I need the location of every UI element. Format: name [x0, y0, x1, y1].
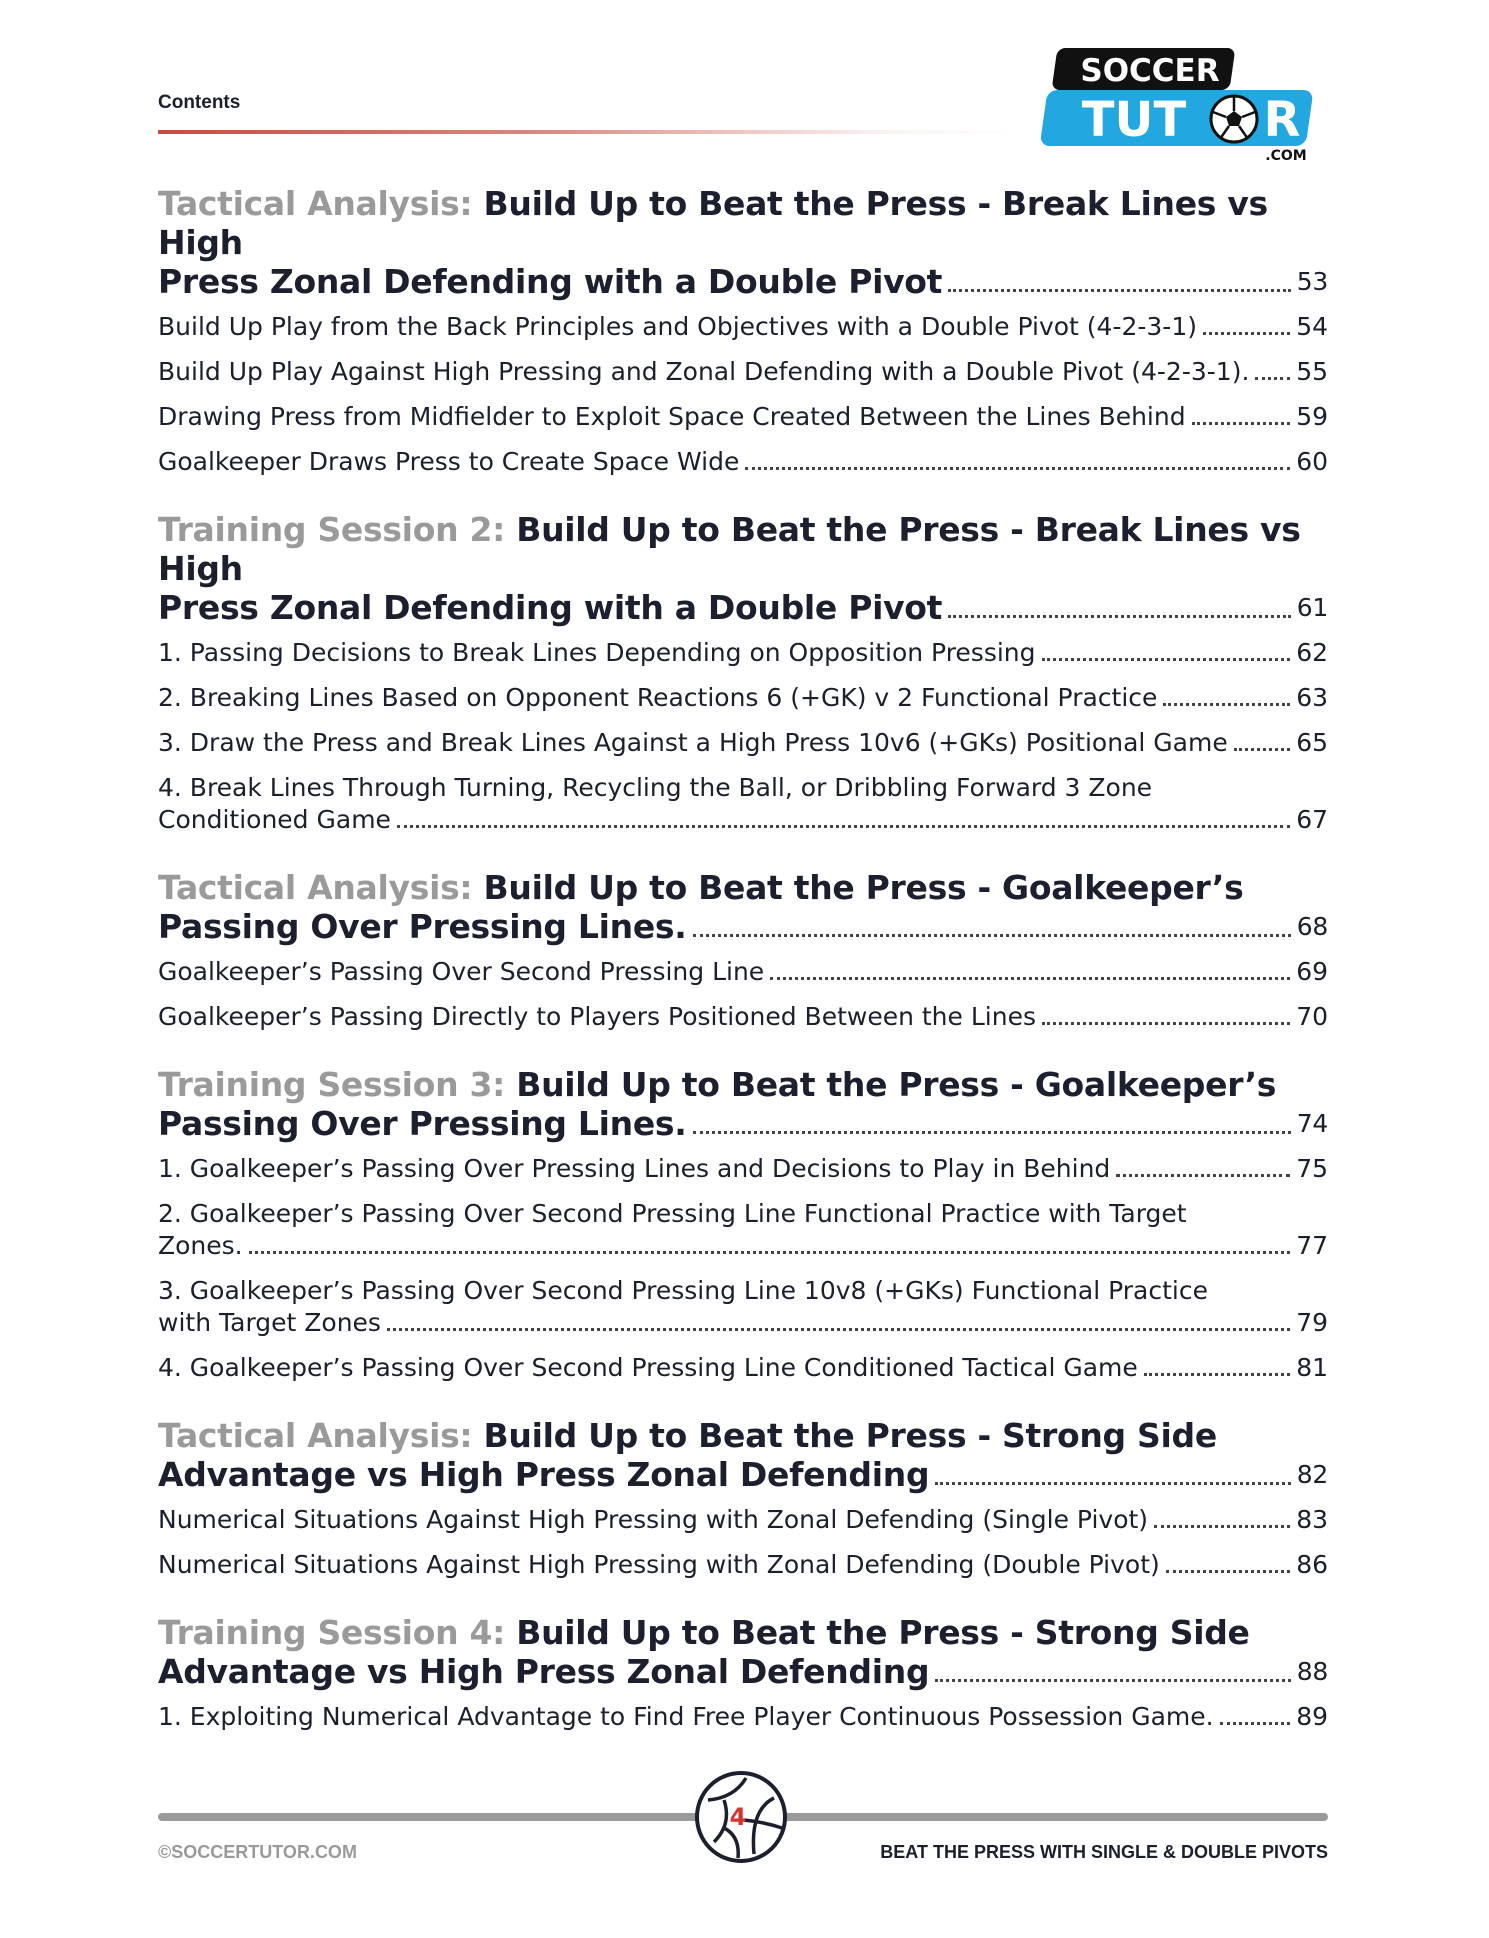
entry-page-number: 54 — [1296, 312, 1328, 341]
entry-title: 3. Draw the Press and Break Lines Against a High Press 10v6 (+GKs) Positional Game — [158, 728, 1228, 757]
section-heading[interactable] — [158, 184, 1328, 301]
entry-title: Goalkeeper’s Passing Directly to Players Positioned Between the Lines — [158, 1002, 1036, 1031]
table-of-contents — [158, 184, 1328, 1765]
section-title-line1: Build Up to Beat the Press - Strong Side — [516, 1613, 1250, 1652]
entry-title: Goalkeeper Draws Press to Create Space Wide — [158, 447, 740, 476]
toc-entry[interactable] — [158, 311, 1328, 343]
entry-title: Numerical Situations Against High Pressing with Zonal Defending (Single Pivot) — [158, 1505, 1149, 1534]
footer-book-title: BEAT THE PRESS WITH SINGLE & DOUBLE PIVOTS — [880, 1842, 1328, 1862]
entry-page-number: 79 — [1296, 1308, 1328, 1337]
entry-page-number: 69 — [1296, 957, 1328, 986]
logo-ball-icon — [1211, 96, 1257, 142]
section-title-line2: Passing Over Pressing Lines. — [158, 907, 687, 946]
toc-entry[interactable] — [158, 1198, 1328, 1262]
section-prefix: Tactical Analysis: — [158, 184, 473, 223]
soccer-tutor-logo — [1038, 44, 1338, 164]
toc-entry[interactable] — [158, 1701, 1328, 1733]
section-prefix: Tactical Analysis: — [158, 1416, 473, 1455]
section-heading[interactable] — [158, 1416, 1328, 1494]
section-page-number: 68 — [1296, 912, 1328, 941]
section-title-line2: Press Zonal Defending with a Double Pivot — [158, 262, 943, 301]
entry-page-number: 86 — [1296, 1550, 1328, 1579]
entry-title: Build Up Play from the Back Principles and Objectives with a Double Pivot (4-2-3-1) — [158, 312, 1197, 341]
toc-section — [158, 184, 1328, 478]
section-page-number: 61 — [1296, 593, 1328, 622]
section-prefix: Training Session 4: — [158, 1613, 506, 1652]
toc-entry[interactable] — [158, 956, 1328, 988]
entry-title-line1: 4. Break Lines Through Turning, Recycling the Ball, or Dribbling Forward 3 Zone — [158, 773, 1153, 802]
svg-text:TUT: TUT — [1081, 92, 1187, 148]
entry-page-number: 67 — [1296, 805, 1328, 834]
section-title-line2: Press Zonal Defending with a Double Pivot — [158, 588, 943, 627]
header-rule — [158, 130, 1018, 134]
toc-entry[interactable] — [158, 446, 1328, 478]
entry-page-number: 59 — [1296, 402, 1328, 431]
section-title-line2: Advantage vs High Press Zonal Defending — [158, 1652, 930, 1691]
page-number: 4 — [729, 1803, 747, 1831]
section-page-number: 82 — [1296, 1460, 1328, 1489]
section-heading[interactable] — [158, 1613, 1328, 1691]
toc-entry[interactable] — [158, 682, 1328, 714]
entry-title: with Target Zones — [158, 1308, 381, 1337]
section-page-number: 74 — [1296, 1109, 1328, 1138]
section-prefix: Training Session 2: — [158, 510, 506, 549]
section-title-line1: Build Up to Beat the Press - Goalkeeper’s — [483, 868, 1244, 907]
entry-title-line1: 3. Goalkeeper’s Passing Over Second Pressing Line 10v8 (+GKs) Functional Practice — [158, 1276, 1208, 1305]
entry-page-number: 75 — [1296, 1154, 1328, 1183]
toc-entry[interactable] — [158, 1153, 1328, 1185]
entry-page-number: 70 — [1296, 1002, 1328, 1031]
entry-page-number: 81 — [1296, 1353, 1328, 1382]
entry-title: Numerical Situations Against High Pressing with Zonal Defending (Double Pivot) — [158, 1550, 1160, 1579]
section-title-line1: Build Up to Beat the Press - Goalkeeper’s — [516, 1065, 1277, 1104]
section-title-line1: Build Up to Beat the Press - Strong Side — [483, 1416, 1217, 1455]
entry-page-number: 77 — [1296, 1231, 1328, 1260]
entry-title: 1. Goalkeeper’s Passing Over Pressing Lines and Decisions to Play in Behind — [158, 1154, 1111, 1183]
section-heading[interactable] — [158, 1065, 1328, 1143]
entry-page-number: 65 — [1296, 728, 1328, 757]
toc-entry[interactable] — [158, 401, 1328, 433]
entry-page-number: 55 — [1296, 357, 1328, 386]
entry-page-number: 62 — [1296, 638, 1328, 667]
entry-title: 1. Passing Decisions to Break Lines Depending on Opposition Pressing — [158, 638, 1036, 667]
entry-title: Zones. — [158, 1231, 243, 1260]
entry-title: 4. Goalkeeper’s Passing Over Second Pressing Line Conditioned Tactical Game — [158, 1353, 1138, 1382]
svg-text:.COM: .COM — [1265, 148, 1307, 164]
svg-text:SOCCER: SOCCER — [1080, 53, 1220, 89]
section-title-line2: Advantage vs High Press Zonal Defending — [158, 1455, 930, 1494]
section-page-number: 53 — [1296, 267, 1328, 296]
toc-entry[interactable] — [158, 1352, 1328, 1384]
entry-title: Conditioned Game — [158, 805, 391, 834]
entry-title: 1. Exploiting Numerical Advantage to Find Free Player Continuous Possession Game. — [158, 1702, 1214, 1731]
section-heading[interactable] — [158, 868, 1328, 946]
section-prefix: Tactical Analysis: — [158, 868, 473, 907]
svg-text:R: R — [1263, 92, 1301, 148]
section-title-line1: Build Up to Beat the Press - Break Lines vs High — [158, 510, 1301, 588]
entry-page-number: 83 — [1296, 1505, 1328, 1534]
entry-page-number: 63 — [1296, 683, 1328, 712]
entry-title: 2. Breaking Lines Based on Opponent Reactions 6 (+GK) v 2 Functional Practice — [158, 683, 1158, 712]
footer-copyright: ©SOCCERTUTOR.COM — [158, 1842, 357, 1862]
section-title-line2: Passing Over Pressing Lines. — [158, 1104, 687, 1143]
entry-page-number: 89 — [1296, 1702, 1328, 1731]
entry-title: Drawing Press from Midfielder to Exploit Space Created Between the Lines Behind — [158, 402, 1186, 431]
toc-entry[interactable] — [158, 772, 1328, 836]
soccer-ball-icon — [694, 1770, 788, 1864]
toc-entry[interactable] — [158, 356, 1328, 388]
toc-entry[interactable] — [158, 1275, 1328, 1339]
entry-page-number: 60 — [1296, 447, 1328, 476]
toc-section — [158, 1416, 1328, 1581]
toc-section — [158, 1613, 1328, 1733]
toc-entry[interactable] — [158, 1504, 1328, 1536]
entry-title-line1: 2. Goalkeeper’s Passing Over Second Pressing Line Functional Practice with Target — [158, 1199, 1187, 1228]
toc-entry[interactable] — [158, 727, 1328, 759]
toc-section — [158, 868, 1328, 1033]
entry-title: Goalkeeper’s Passing Over Second Pressing Line — [158, 957, 765, 986]
toc-entry[interactable] — [158, 1001, 1328, 1033]
section-prefix: Training Session 3: — [158, 1065, 506, 1104]
entry-title: Build Up Play Against High Pressing and Zonal Defending with a Double Pivot (4-2-3-1). — [158, 357, 1250, 386]
section-title-line1: Build Up to Beat the Press - Break Lines vs High — [158, 184, 1268, 262]
section-heading[interactable] — [158, 510, 1328, 627]
toc-section — [158, 1065, 1328, 1384]
toc-section — [158, 510, 1328, 836]
toc-entry[interactable] — [158, 1549, 1328, 1581]
toc-entry[interactable] — [158, 637, 1328, 669]
section-page-number: 88 — [1296, 1657, 1328, 1686]
running-header: Contents — [158, 92, 241, 113]
